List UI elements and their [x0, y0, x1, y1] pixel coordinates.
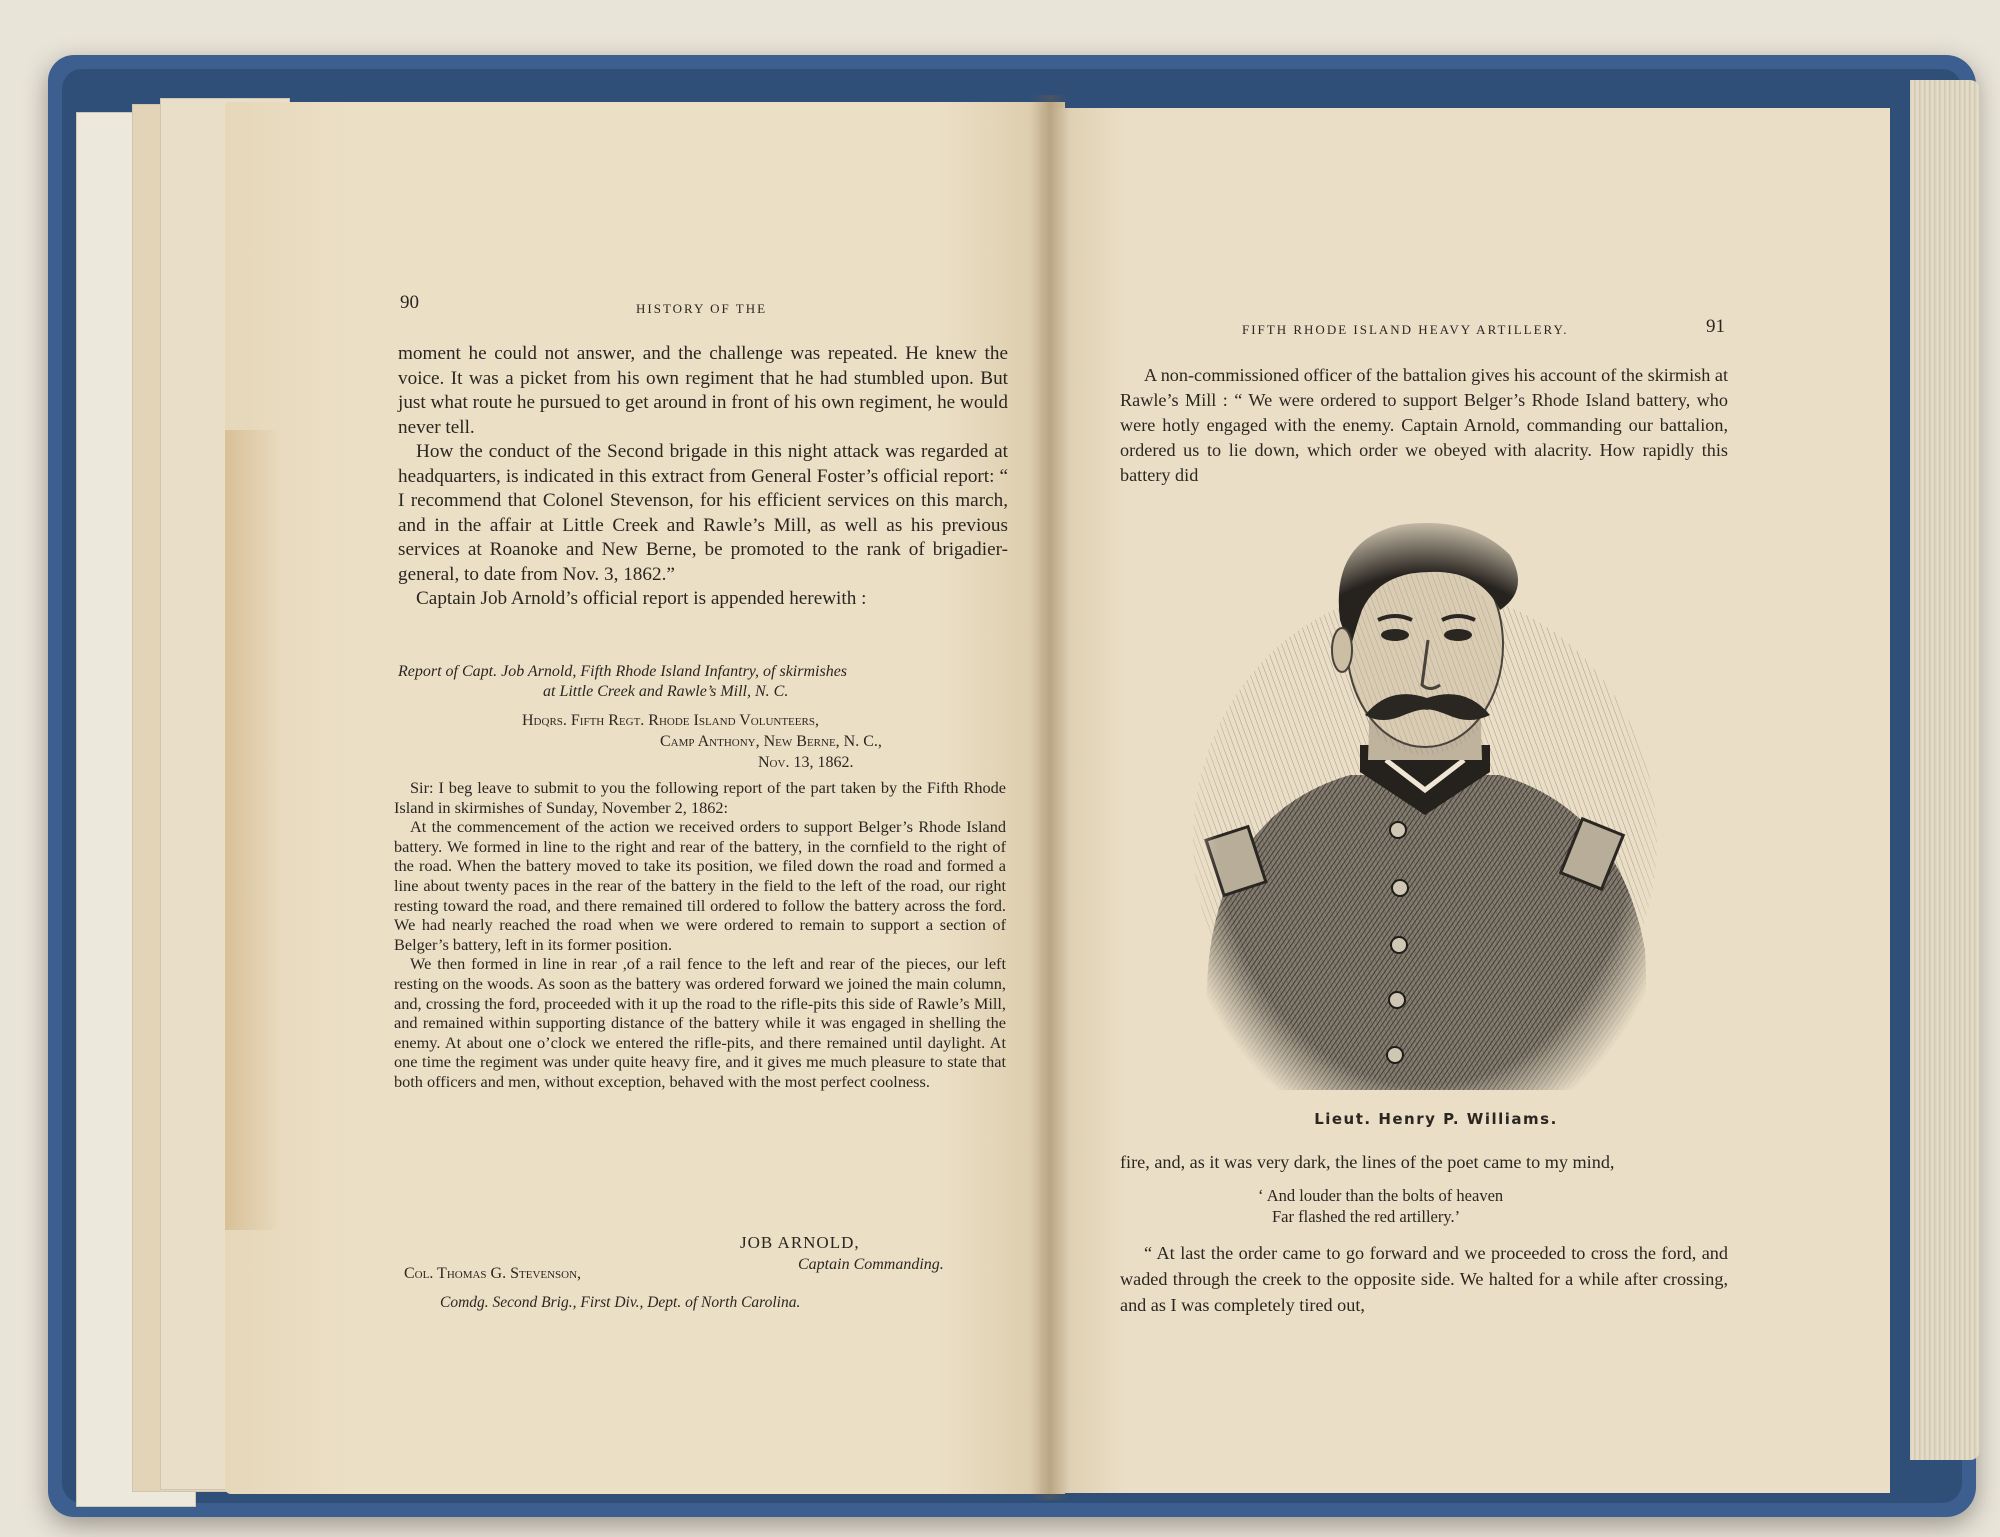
- report-paragraph: At the commencement of the action we received orders to support Belger’s Rhode Island battery. We formed in line to the right and rear of the battery, in the cornfield to the right of the road. When the battery moved to take its position, we filed down the road and formed a line about twenty paces in the rear of the battery in the field to the left of the road, our right resting toward the road, and there remained till ordered to follow the battery across the ford. We had nearly reached the road when we were ordered to remain to support a section of Belger’s battery, left in its former position.: [394, 817, 1006, 954]
- verse-line: Far flashed the red artillery.’: [1272, 1207, 1461, 1226]
- book-gutter: [1030, 95, 1070, 1500]
- hdqrs-line: Hdqrs. Fifth Regt. Rhode Island Volunteers,: [522, 712, 819, 729]
- headquarters-dateline: [398, 710, 1008, 773]
- addressee: Col. Thomas G. Stevenson,: [404, 1265, 582, 1282]
- verse-line: ‘ And louder than the bolts of heaven: [1258, 1186, 1504, 1205]
- paragraph: “ At last the order came to go forward and we proceeded to cross the ford, and waded through the creek to the opposite side. We halted for a while after crossing, and as I was completely tired out,: [1120, 1243, 1728, 1315]
- hdqrs-line: Camp Anthony, New Berne, N. C.,: [660, 733, 882, 750]
- page-number-right: 91: [1706, 316, 1725, 337]
- right-body-text-2: [1120, 1240, 1728, 1318]
- hdqrs-line: Nov. 13, 1862.: [758, 754, 854, 771]
- report-paragraph: We then formed in line in rear ,of a rail fence to the left and rear of the pieces, our left resting on the woods. As soon as the battery was ordered forward we joined the main column, and, crossing the ford, proceeded with it up the road to the rifle-pits this side of Rawle’s Mill, and remained within supporting distance of the battery while it was engaged in shelling the enemy. At about one o’clock we entered the rifle-pits, and there remained until daylight. At one time the regiment was under quite heavy fire, and it gives me much pleasure to state that both officers and men, without exception, behaved with the most perfect coolness.: [394, 954, 1006, 1091]
- signature-title: Captain Commanding.: [798, 1256, 944, 1273]
- report-heading: [398, 662, 1008, 702]
- verse: [1258, 1185, 1503, 1227]
- water-stain: [225, 430, 280, 1230]
- signature-name: JOB ARNOLD,: [740, 1233, 860, 1252]
- report-heading-line: Report of Capt. Job Arnold, Fifth Rhode Island Infantry, of skirmishes: [398, 663, 848, 680]
- running-head-right: FIFTH RHODE ISLAND HEAVY ARTILLERY.: [1242, 322, 1569, 337]
- paragraph: A non-commissioned officer of the battalion gives his account of the skirmish at Rawle’s Mill : “ We were ordered to support Belger’s Rhode Island battery, who were hotly engaged with the enemy. Captain Arnold, commanding our battalion, ordered us to lie down, which order we obeyed with alacrity. How rapidly this battery did: [1120, 365, 1728, 485]
- portrait-engraving: [1190, 510, 1660, 1090]
- addressee-title: Comdg. Second Brig., First Div., Dept. of North Carolina.: [440, 1294, 801, 1311]
- paragraph: Captain Job Arnold’s official report is appended herewith :: [416, 588, 867, 609]
- report-body: [394, 778, 1006, 1092]
- portrait-caption: Lieut. Henry P. Williams.: [1314, 1110, 1558, 1128]
- continuation-text: fire, and, as it was very dark, the lines of the poet came to my mind,: [1120, 1152, 1615, 1172]
- report-heading-line: at Little Creek and Rawle’s Mill, N. C.: [543, 683, 789, 700]
- paragraph: moment he could not answer, and the challenge was repeated. He knew the voice. It was a picket from his own regiment that he had stumbled upon. But just what route he pursued to get around in front of his own regiment, he would never tell.: [398, 343, 1008, 438]
- report-paragraph: Sir: I beg leave to submit to you the following report of the part taken by the Fifth Rhode Island in skirmishes of Sunday, November 2, 1862:: [394, 778, 1006, 817]
- right-page-stack: [1910, 80, 1980, 1460]
- running-head-left: HISTORY OF THE: [636, 301, 768, 316]
- page-number-left: 90: [400, 292, 419, 313]
- left-body-text: [398, 342, 1008, 612]
- right-body-text: [1120, 363, 1728, 488]
- paragraph: How the conduct of the Second brigade in this night attack was regarded at headquarters, is indicated in this extract from General Foster’s official report: “ I recommend that Colonel Stevenson, for his efficient services on this march, and in the affair at Little Creek and Rawle’s Mill, as well as his previous services at Roanoke and New Berne, be promoted to the rank of brigadier-general, to date from Nov. 3, 1862.”: [398, 441, 1008, 585]
